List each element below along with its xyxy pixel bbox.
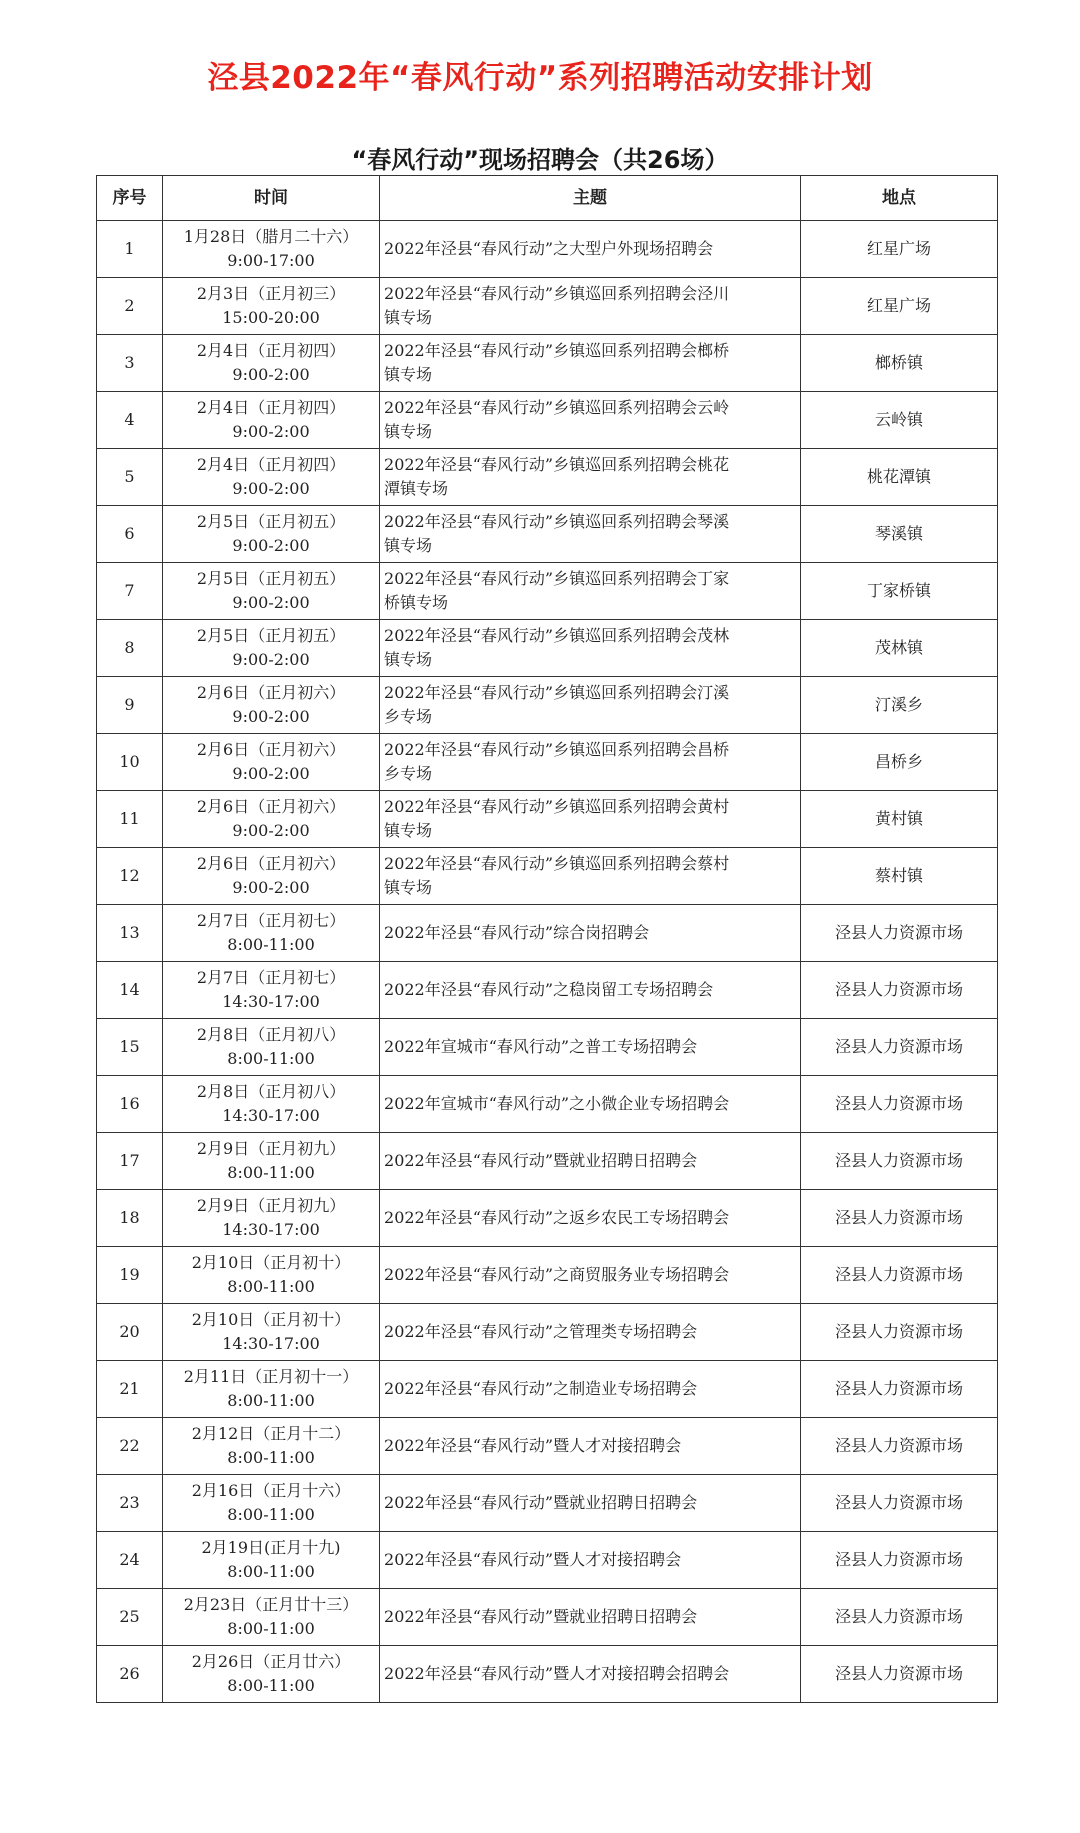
table-row [97,1133,998,1190]
cell-num: 23 [97,1475,163,1532]
header-theme: 主题 [380,176,801,221]
theme-line: 2022年泾县“春风行动”暨人才对接招聘会 [384,1436,682,1455]
table-row [97,1304,998,1361]
cell-location: 泾县人力资源市场 [801,1646,998,1703]
cell-num: 25 [97,1589,163,1646]
cell-theme [380,506,801,563]
event-date: 2月7日（正月初七） [196,911,346,930]
theme-line: 2022年泾县“春风行动”乡镇巡回系列招聘会云岭 [384,398,730,417]
theme-line: 2022年泾县“春风行动”乡镇巡回系列招聘会茂林 [384,626,730,645]
event-hours: 9:00-2:00 [232,536,310,555]
event-hours: 14:30-17:00 [222,992,320,1011]
table-row [97,449,998,506]
cell-theme [380,1532,801,1589]
theme-line: 2022年泾县“春风行动”乡镇巡回系列招聘会琴溪 [384,512,730,531]
cell-time [163,620,380,677]
cell-num: 1 [97,221,163,278]
cell-location: 泾县人力资源市场 [801,1532,998,1589]
table-body [97,221,998,1703]
header-location: 地点 [801,176,998,221]
cell-num: 6 [97,506,163,563]
event-date: 2月10日（正月初十） [191,1253,351,1272]
cell-location: 茂林镇 [801,620,998,677]
event-hours: 15:00-20:00 [222,308,320,327]
cell-time [163,734,380,791]
cell-num: 8 [97,620,163,677]
cell-num: 9 [97,677,163,734]
cell-time [163,1133,380,1190]
theme-line: 2022年宣城市“春风行动”之小微企业专场招聘会 [384,1094,730,1113]
cell-time [163,1589,380,1646]
cell-theme [380,1589,801,1646]
table-row [97,1361,998,1418]
table-row [97,734,998,791]
event-date: 2月9日（正月初九） [196,1139,346,1158]
cell-time [163,1190,380,1247]
document-title: 泾县2022年“春风行动”系列招聘活动安排计划 [207,60,873,96]
cell-location: 桃花潭镇 [801,449,998,506]
table-row [97,335,998,392]
theme-line: 潭镇专场 [384,479,449,498]
cell-num: 26 [97,1646,163,1703]
event-date: 2月6日（正月初六） [196,740,346,759]
theme-line: 镇专场 [384,650,433,669]
cell-location: 泾县人力资源市场 [801,1418,998,1475]
cell-theme [380,449,801,506]
cell-num: 19 [97,1247,163,1304]
cell-num: 20 [97,1304,163,1361]
cell-location: 泾县人力资源市场 [801,1589,998,1646]
event-date: 2月7日（正月初七） [196,968,346,987]
event-hours: 9:00-2:00 [232,764,310,783]
cell-num: 12 [97,848,163,905]
cell-time [163,848,380,905]
theme-line: 2022年泾县“春风行动”乡镇巡回系列招聘会昌桥 [384,740,730,759]
table-row [97,620,998,677]
theme-line: 镇专场 [384,308,433,327]
event-date: 2月4日（正月初四） [196,341,346,360]
event-hours: 9:00-2:00 [232,479,310,498]
theme-line: 2022年泾县“春风行动”乡镇巡回系列招聘会桃花 [384,455,730,474]
cell-theme [380,563,801,620]
cell-theme [380,1304,801,1361]
theme-line: 2022年泾县“春风行动”乡镇巡回系列招聘会蔡村 [384,854,730,873]
table-row [97,677,998,734]
theme-line: 2022年泾县“春风行动”之商贸服务业专场招聘会 [384,1265,730,1284]
cell-time [163,1304,380,1361]
cell-time [163,905,380,962]
cell-theme [380,1133,801,1190]
cell-theme [380,677,801,734]
table-row [97,1532,998,1589]
event-date: 2月5日（正月初五） [196,512,346,531]
table-row [97,791,998,848]
cell-num: 2 [97,278,163,335]
theme-line: 2022年泾县“春风行动”暨就业招聘日招聘会 [384,1151,698,1170]
cell-num: 4 [97,392,163,449]
cell-time [163,506,380,563]
event-date: 2月11日（正月初十一） [183,1367,359,1386]
cell-location: 泾县人力资源市场 [801,962,998,1019]
cell-theme [380,1019,801,1076]
cell-location: 泾县人力资源市场 [801,1247,998,1304]
theme-line: 2022年泾县“春风行动”之管理类专场招聘会 [384,1322,698,1341]
cell-location: 泾县人力资源市场 [801,1304,998,1361]
event-hours: 8:00-11:00 [227,1277,315,1296]
theme-line: 乡专场 [384,707,433,726]
event-date: 2月8日（正月初八） [196,1082,346,1101]
event-hours: 9:00-2:00 [232,707,310,726]
cell-time [163,1361,380,1418]
cell-theme [380,1646,801,1703]
event-hours: 14:30-17:00 [222,1334,320,1353]
event-hours: 9:00-2:00 [232,593,310,612]
cell-location: 云岭镇 [801,392,998,449]
event-hours: 8:00-11:00 [227,1448,315,1467]
event-date: 1月28日（腊月二十六） [183,227,359,246]
theme-line: 2022年泾县“春风行动”乡镇巡回系列招聘会黄村 [384,797,730,816]
table-row [97,1646,998,1703]
cell-theme [380,791,801,848]
cell-theme [380,1361,801,1418]
event-date: 2月6日（正月初六） [196,797,346,816]
cell-time [163,1475,380,1532]
event-date: 2月23日（正月廿十三） [183,1595,359,1614]
theme-line: 2022年泾县“春风行动”综合岗招聘会 [384,923,650,942]
event-date: 2月4日（正月初四） [196,398,346,417]
section-subtitle: “春风行动”现场招聘会（共26场） [351,146,729,174]
theme-line: 镇专场 [384,422,433,441]
event-hours: 9:00-2:00 [232,878,310,897]
cell-location: 泾县人力资源市场 [801,1133,998,1190]
cell-num: 22 [97,1418,163,1475]
cell-location: 泾县人力资源市场 [801,1076,998,1133]
event-date: 2月8日（正月初八） [196,1025,346,1044]
event-date: 2月26日（正月廿六） [191,1652,351,1671]
cell-location: 蔡村镇 [801,848,998,905]
table-row [97,506,998,563]
cell-location: 泾县人力资源市场 [801,1361,998,1418]
table-row [97,1475,998,1532]
cell-theme [380,278,801,335]
cell-num: 13 [97,905,163,962]
cell-num: 7 [97,563,163,620]
table-row [97,1190,998,1247]
cell-time [163,677,380,734]
table-row [97,1418,998,1475]
cell-theme [380,848,801,905]
cell-theme [380,962,801,1019]
theme-line: 桥镇专场 [384,593,449,612]
theme-line: 镇专场 [384,536,433,555]
cell-time [163,1247,380,1304]
table-row [97,1076,998,1133]
event-hours: 8:00-11:00 [227,1619,315,1638]
theme-line: 2022年泾县“春风行动”乡镇巡回系列招聘会泾川 [384,284,730,303]
table-row [97,962,998,1019]
theme-line: 2022年宣城市“春风行动”之普工专场招聘会 [384,1037,698,1056]
header-time: 时间 [163,176,380,221]
cell-num: 14 [97,962,163,1019]
cell-location: 黄村镇 [801,791,998,848]
cell-time [163,563,380,620]
theme-line: 镇专场 [384,821,433,840]
theme-line: 2022年泾县“春风行动”暨人才对接招聘会招聘会 [384,1664,730,1683]
theme-line: 2022年泾县“春风行动”乡镇巡回系列招聘会汀溪 [384,683,730,702]
event-hours: 8:00-11:00 [227,1505,315,1524]
event-hours: 14:30-17:00 [222,1106,320,1125]
table-row [97,1589,998,1646]
cell-location: 红星广场 [801,278,998,335]
cell-time [163,278,380,335]
cell-time [163,1019,380,1076]
event-hours: 8:00-11:00 [227,1676,315,1695]
event-date: 2月10日（正月初十） [191,1310,351,1329]
table-row [97,1247,998,1304]
event-date: 2月5日（正月初五） [196,626,346,645]
cell-theme [380,392,801,449]
event-hours: 9:00-2:00 [232,365,310,384]
cell-num: 10 [97,734,163,791]
cell-location: 琴溪镇 [801,506,998,563]
event-hours: 8:00-11:00 [227,1163,315,1182]
cell-time [163,1646,380,1703]
table-row [97,392,998,449]
table-row [97,563,998,620]
cell-location: 泾县人力资源市场 [801,905,998,962]
theme-line: 2022年泾县“春风行动”暨就业招聘日招聘会 [384,1607,698,1626]
event-hours: 14:30-17:00 [222,1220,320,1239]
cell-theme [380,1247,801,1304]
cell-time [163,449,380,506]
cell-time [163,962,380,1019]
cell-location: 昌桥乡 [801,734,998,791]
cell-num: 3 [97,335,163,392]
cell-num: 24 [97,1532,163,1589]
cell-time [163,1076,380,1133]
cell-num: 17 [97,1133,163,1190]
cell-num: 18 [97,1190,163,1247]
cell-num: 21 [97,1361,163,1418]
cell-time [163,335,380,392]
cell-location: 榔桥镇 [801,335,998,392]
event-hours: 9:00-2:00 [232,422,310,441]
cell-num: 15 [97,1019,163,1076]
cell-theme [380,335,801,392]
cell-time [163,1532,380,1589]
theme-line: 镇专场 [384,878,433,897]
event-date: 2月6日（正月初六） [196,854,346,873]
cell-location: 泾县人力资源市场 [801,1190,998,1247]
event-date: 2月19日(正月十九) [201,1538,341,1557]
header-num: 序号 [97,176,163,221]
cell-num: 16 [97,1076,163,1133]
event-date: 2月5日（正月初五） [196,569,346,588]
cell-theme [380,620,801,677]
event-date: 2月3日（正月初三） [196,284,346,303]
theme-line: 2022年泾县“春风行动”乡镇巡回系列招聘会丁家 [384,569,730,588]
cell-theme [380,1076,801,1133]
cell-theme [380,221,801,278]
cell-time [163,791,380,848]
theme-line: 2022年泾县“春风行动”之大型户外现场招聘会 [384,239,714,258]
table-row [97,905,998,962]
event-date: 2月6日（正月初六） [196,683,346,702]
cell-location: 丁家桥镇 [801,563,998,620]
theme-line: 2022年泾县“春风行动”乡镇巡回系列招聘会榔桥 [384,341,730,360]
cell-time [163,1418,380,1475]
cell-time [163,392,380,449]
event-hours: 9:00-2:00 [232,821,310,840]
cell-location: 汀溪乡 [801,677,998,734]
theme-line: 乡专场 [384,764,433,783]
event-hours: 8:00-11:00 [227,1391,315,1410]
cell-theme [380,905,801,962]
cell-location: 红星广场 [801,221,998,278]
event-hours: 9:00-2:00 [232,650,310,669]
table-row [97,848,998,905]
theme-line: 镇专场 [384,365,433,384]
event-date: 2月12日（正月十二） [191,1424,351,1443]
theme-line: 2022年泾县“春风行动”之稳岗留工专场招聘会 [384,980,714,999]
event-date: 2月4日（正月初四） [196,455,346,474]
event-hours: 8:00-11:00 [227,935,315,954]
cell-theme [380,734,801,791]
cell-num: 11 [97,791,163,848]
table-row [97,221,998,278]
theme-line: 2022年泾县“春风行动”之制造业专场招聘会 [384,1379,698,1398]
event-hours: 8:00-11:00 [227,1562,315,1581]
cell-num: 5 [97,449,163,506]
cell-location: 泾县人力资源市场 [801,1019,998,1076]
cell-theme [380,1418,801,1475]
event-hours: 9:00-17:00 [227,251,315,270]
cell-theme [380,1190,801,1247]
event-date: 2月16日（正月十六） [191,1481,351,1500]
theme-line: 2022年泾县“春风行动”暨人才对接招聘会 [384,1550,682,1569]
cell-time [163,221,380,278]
event-hours: 8:00-11:00 [227,1049,315,1068]
event-date: 2月9日（正月初九） [196,1196,346,1215]
theme-line: 2022年泾县“春风行动”之返乡农民工专场招聘会 [384,1208,730,1227]
schedule-table [96,175,998,1703]
table-row [97,278,998,335]
cell-location: 泾县人力资源市场 [801,1475,998,1532]
theme-line: 2022年泾县“春风行动”暨就业招聘日招聘会 [384,1493,698,1512]
cell-theme [380,1475,801,1532]
table-row [97,1019,998,1076]
table-header-row [97,176,998,221]
